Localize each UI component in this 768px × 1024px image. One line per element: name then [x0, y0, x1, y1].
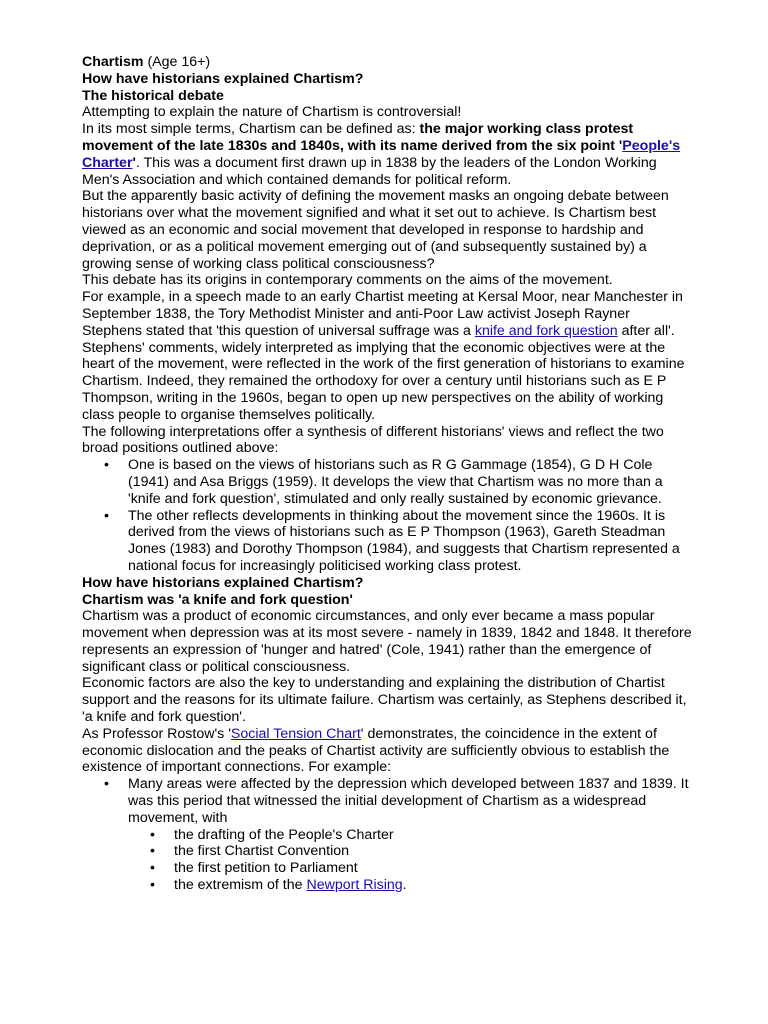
- intro-paragraph-6: Stephens' comments, widely interpreted as implying that the economic objectives were at the heart of the movement, were reflected in the work of the first generation of historians to examine Chartism. Indeed, they remained the orthodoxy for over a century until historians such as E P Thompson, writing in the 1960s, began to open up new perspectives on the ability of working class people to organise themselves politically.: [82, 339, 685, 423]
- intro-paragraph-7: The following interpretations offer a synthesis of different historians' views and reflect the two broad positions outlined above:: [82, 423, 664, 457]
- sub-list: [128, 827, 692, 894]
- interpretations-list: [82, 457, 692, 575]
- intro-paragraph-3: But the apparently basic activity of defining the movement masks an ongoing debate between historians over what the movement signified and what it set out to achieve. Is Chartism best viewed as an economic and social movement that developed in response to hardship and deprivation, or as a political movement emerging out of (and subsequently sustained by) a growing sense of working class political consciousness?: [82, 188, 669, 272]
- section2-question: How have historians explained Chartism?: [82, 574, 364, 591]
- examples-list: [82, 776, 692, 894]
- section2-heading: Chartism was 'a knife and fork question': [82, 591, 353, 608]
- knife-and-fork-link[interactable]: knife and fork question: [474, 322, 618, 339]
- section2-paragraph-2: Economic factors are also the key to understanding and explaining the distribution of Chartist support and the reasons for its ultimate failure. Chartism was certainly, as Stephens described it, 'a knife and fork question'.: [82, 675, 687, 726]
- intro-paragraph-4: This debate has its origins in contemporary comments on the aims of the movement.: [82, 272, 613, 289]
- list-item: • the first Chartist Convention: [128, 843, 692, 860]
- subheading-historical-debate: The historical debate: [82, 87, 224, 104]
- doc-title: Chartism: [82, 54, 144, 70]
- list-item: • the extremism of the Newport Rising.: [128, 877, 692, 894]
- list-item: • the drafting of the People's Charter: [128, 827, 692, 844]
- title-line: [82, 54, 692, 71]
- newport-rising-link[interactable]: Newport Rising: [306, 877, 403, 894]
- section2-paragraph-1: Chartism was a product of economic circumstances, and only ever became a mass popular movement when depression was at its most severe - namely in 1839, 1842 and 1848. It therefore represents an expression of 'hunger and hatred' (Cole, 1941) rather than the emergence of significant class or political consciousness.: [82, 608, 692, 675]
- intro-paragraph-5: For example, in a speech made to an early Chartist meeting at Kersal Moor, near Manchester in September 1838, the Tory Methodist Minister and anti-Poor Law activist Joseph Rayner Stephens stated that 'this question of universal suffrage was a knife and fork question after all'.: [82, 289, 683, 339]
- age-label: (Age 16+): [143, 54, 211, 70]
- section2-paragraph-3: As Professor Rostow's 'Social Tension Chart' demonstrates, the coincidence in the extent of economic dislocation and the peaks of Chartist activity are sufficiently obvious to establish the existence of important connections. For example:: [82, 725, 670, 776]
- intro-paragraph-2: In its most simple terms, Chartism can be defined as: the major working class protest movement of the late 1830s and 1840s, with its name derived from the six point 'People's Charter'. This was a document first drawn up in 1838 by the leaders of the London Working Men's Association and which contained demands for political reform.: [82, 121, 681, 188]
- list-item: • The other reflects developments in thinking about the movement since the 1960s. It is derived from the views of historians such as E P Thompson (1963), Gareth Steadman Jones (1983) and Dorothy Thompson (1984), and suggests that Chartism represented a national focus for increasingly politicised working class protest.: [82, 508, 692, 575]
- main-question: How have historians explained Chartism?: [82, 70, 364, 87]
- list-item: • the first petition to Parliament: [128, 860, 692, 877]
- list-item: • One is based on the views of historians such as R G Gammage (1854), G D H Cole (1941) and Asa Briggs (1959). It develops the view that Chartism was no more than a 'knife and fork question', stimulated and only really sustained by economic grievance.: [82, 457, 692, 507]
- intro-paragraph-1: Attempting to explain the nature of Chartism is controversial!: [82, 104, 462, 121]
- peoples-charter-link[interactable]: People's Charter: [82, 137, 681, 171]
- list-item: • Many areas were affected by the depression which developed between 1837 and 1839. It was this period that witnessed the initial development of Chartism as a widespread movement, with • the drafting of the People's Charter • the first Chartist Convention • the first petition to Parliament • the extremism of the Newport Rising.: [82, 776, 692, 894]
- social-tension-chart-link[interactable]: Social Tension Chart: [230, 725, 361, 742]
- document-body: [82, 54, 692, 894]
